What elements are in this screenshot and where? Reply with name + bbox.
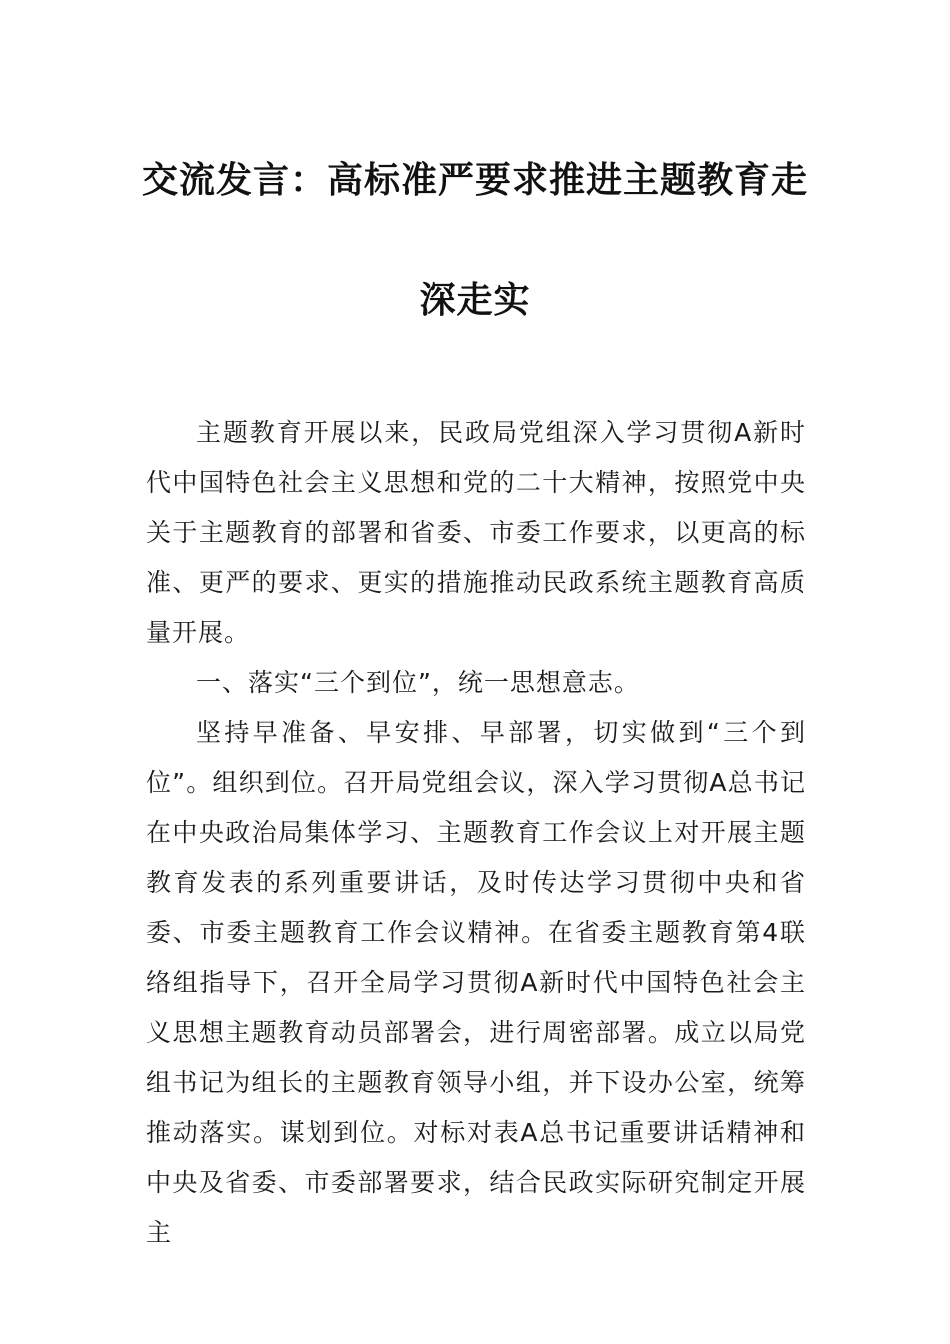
title-line-2: 深走实: [419, 279, 531, 321]
paragraph-section-1: 坚持早准备、早安排、早部署，切实做到“三个到位”。组织到位。召开局党组会议，深入学习贯彻A总书记在中央政治局集体学习、主题教育工作会议上对开展主题教育发表的系列重要讲话，及时传达学习贯彻中央和省委、市委主题教育工作会议精神。在省委主题教育第4联络组指导下，召开全局学习贯彻A新时代中国特色社会主义思想主题教育动员部署会，进行周密部署。成立以局党组书记为组长的主题教育领导小组，并下设办公室，统筹推动落实。谋划到位。对标对表A总书记重要讲话精神和中央及省委、市委部署要求，结合民政实际研究制定开展主: [146, 718, 806, 1247]
section-heading-1: 一、落实“三个到位”，统一思想意志。: [196, 668, 640, 697]
title-line-1: 交流发言：高标准严要求推进主题教育走: [141, 159, 808, 201]
paragraph-intro: 主题教育开展以来，民政局党组深入学习贯彻A新时代中国特色社会主义思想和党的二十大精神，按照党中央关于主题教育的部署和省委、市委工作要求，以更高的标准、更严的要求、更实的措施推动民政系统主题教育高质量开展。: [146, 418, 806, 647]
document-body: [146, 408, 806, 1258]
